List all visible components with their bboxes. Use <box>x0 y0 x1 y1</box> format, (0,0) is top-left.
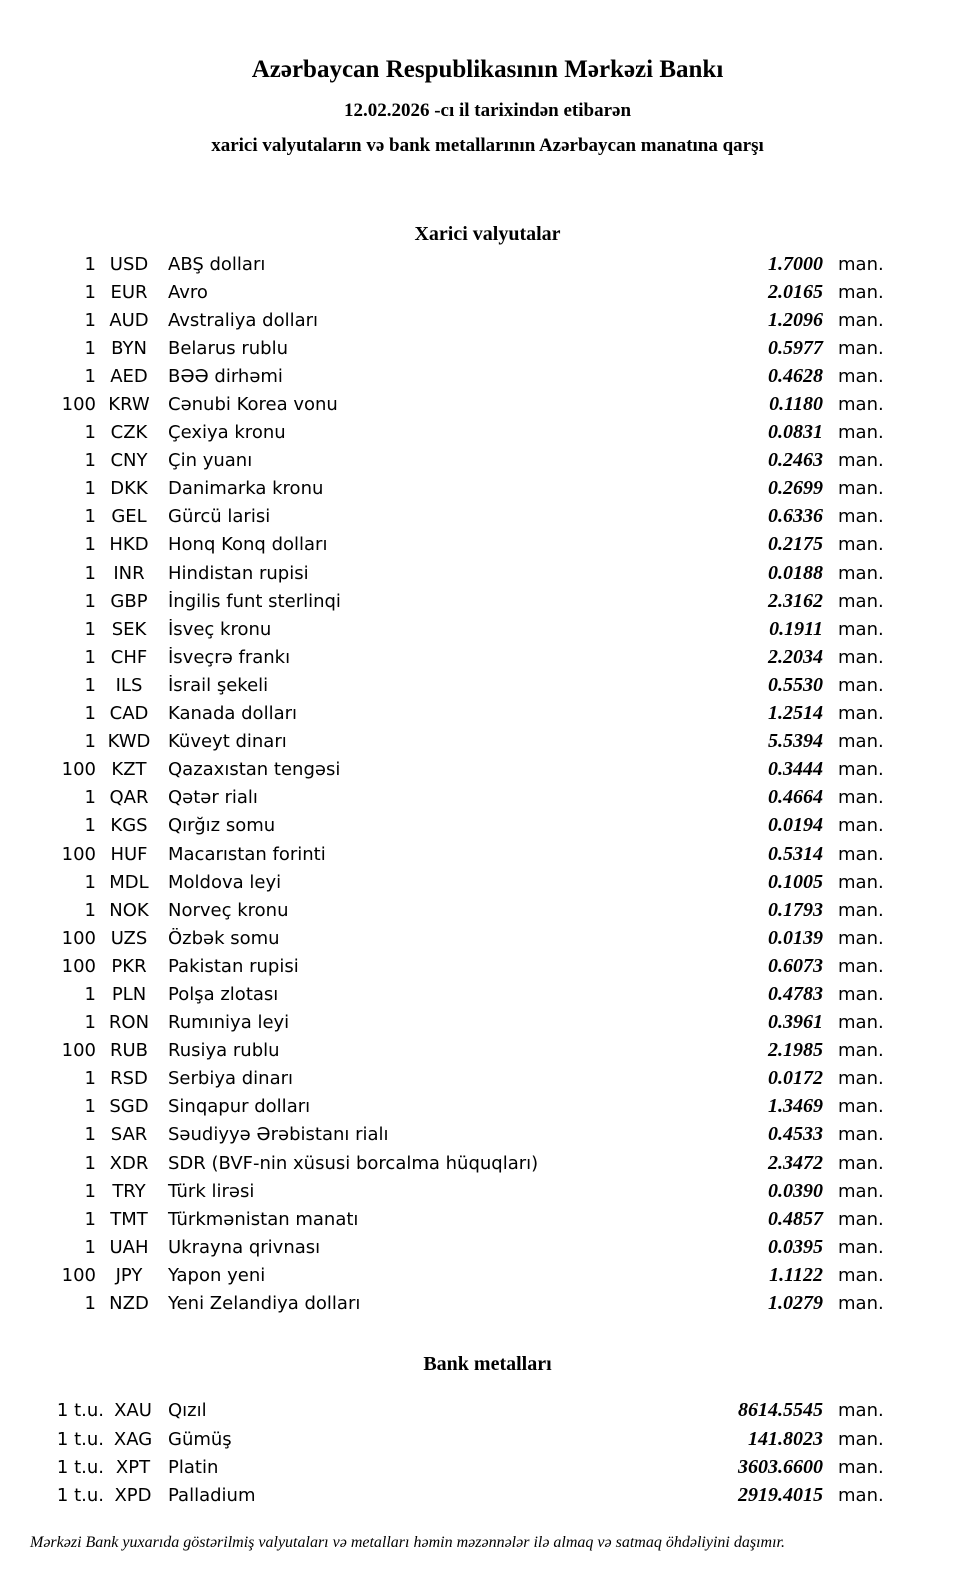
unit-label: man. <box>838 562 884 584</box>
currency-code: JPY <box>115 1264 143 1286</box>
rate-row <box>0 419 975 447</box>
currency-code: PLN <box>111 983 147 1005</box>
exchange-rate: 0.4628 <box>768 364 823 387</box>
exchange-rate: 0.3444 <box>768 758 823 781</box>
currency-name: Türkmənistan manatı <box>168 1208 359 1230</box>
rate-row <box>0 503 975 531</box>
currency-code: GBP <box>110 590 148 612</box>
currency-code: KWD <box>107 731 151 753</box>
rate-row <box>0 868 975 896</box>
currency-name: Cənubi Korea vonu <box>168 394 338 416</box>
currency-code: NZD <box>109 1293 149 1315</box>
unit-label: man. <box>838 450 884 472</box>
rate-row <box>0 980 975 1008</box>
unit-label: man. <box>838 1456 884 1478</box>
rate-row <box>0 587 975 615</box>
exchange-rate: 8614.5545 <box>738 1399 823 1422</box>
exchange-rate: 0.1793 <box>768 898 823 921</box>
exchange-rate: 1.7000 <box>768 252 823 275</box>
unit-label: man. <box>838 787 884 809</box>
unit-label: man. <box>838 281 884 303</box>
unit-label: man. <box>838 590 884 612</box>
rate-row <box>0 250 975 278</box>
quantity: 1 <box>84 478 96 500</box>
currency-name: Gürcü larisi <box>168 506 271 528</box>
currency-name: Kanada dolları <box>168 703 298 725</box>
quantity: 100 <box>61 759 96 781</box>
rate-row <box>0 1233 975 1261</box>
exchange-rate: 2.2034 <box>768 645 823 668</box>
currency-code: XDR <box>109 1152 149 1174</box>
quantity: 1 <box>84 674 96 696</box>
currency-name: Pakistan rupisi <box>168 955 299 977</box>
exchange-rate: 0.0139 <box>768 926 823 949</box>
currency-name: İsveç kronu <box>168 618 272 640</box>
rate-row <box>0 390 975 418</box>
unit-label: man. <box>838 618 884 640</box>
quantity: 1 <box>84 281 96 303</box>
quantity: 1 <box>84 1152 96 1174</box>
unit-label: man. <box>838 1485 884 1507</box>
currency-name: Rusiya rublu <box>168 1040 280 1062</box>
rate-row <box>0 1093 975 1121</box>
rate-row <box>0 952 975 980</box>
metals-section-title: Bank metalları <box>423 1352 552 1375</box>
quantity: 1 <box>84 983 96 1005</box>
rate-row <box>0 1261 975 1289</box>
quantity: 100 <box>61 394 96 416</box>
currency-code: CAD <box>109 703 149 725</box>
currency-name: Rumıniya leyi <box>168 1012 290 1034</box>
exchange-rate: 3603.6600 <box>738 1455 823 1478</box>
quantity: 1 <box>84 871 96 893</box>
quantity: 1 <box>84 646 96 668</box>
quantity: 1 <box>84 450 96 472</box>
exchange-rate: 1.3469 <box>768 1095 823 1118</box>
exchange-rate: 0.0188 <box>768 561 823 584</box>
quantity: 100 <box>61 927 96 949</box>
rate-row <box>0 447 975 475</box>
quantity: 100 <box>61 1040 96 1062</box>
quantity: 1 <box>84 618 96 640</box>
disclaimer-text: Mərkəzi Bank yuxarıda göstərilmiş valyutaları və metalları həmin məzənnələr ilə almaq və satmaq öhdəliyini daşımır. <box>30 1533 785 1551</box>
currency-code: AED <box>110 365 148 387</box>
currency-code: SEK <box>111 618 147 640</box>
unit-label: man. <box>838 983 884 1005</box>
currency-name: Özbək somu <box>168 927 280 949</box>
exchange-rate: 0.6073 <box>768 954 823 977</box>
quantity: 1 <box>84 703 96 725</box>
currency-name: Polşa zlotası <box>168 983 279 1005</box>
currency-name: Danimarka kronu <box>168 478 324 500</box>
rate-row <box>0 1289 975 1317</box>
quantity: 1 <box>84 899 96 921</box>
rate-row <box>0 1121 975 1149</box>
rate-row <box>0 1453 975 1481</box>
currency-name: Belarus rublu <box>168 337 289 359</box>
currency-code: QAR <box>109 787 149 809</box>
rate-row <box>0 1205 975 1233</box>
currency-name: Qazaxıstan tengəsi <box>168 759 341 781</box>
unit-label: man. <box>838 1040 884 1062</box>
currency-code: KGS <box>110 815 148 837</box>
currency-code: CZK <box>110 422 148 444</box>
exchange-rate: 0.0395 <box>768 1235 823 1258</box>
rate-row <box>0 924 975 952</box>
quantity: 100 <box>61 1264 96 1286</box>
unit-label: man. <box>838 759 884 781</box>
rate-row <box>0 1065 975 1093</box>
unit-label: man. <box>838 422 884 444</box>
currency-name: Qızıl <box>168 1400 207 1422</box>
unit-label: man. <box>838 646 884 668</box>
quantity: 1 <box>84 562 96 584</box>
rate-row <box>0 615 975 643</box>
exchange-rate: 0.5314 <box>768 842 823 865</box>
currency-code: INR <box>113 562 145 584</box>
unit-label: man. <box>838 843 884 865</box>
unit-label: man. <box>838 1208 884 1230</box>
rate-row <box>0 362 975 390</box>
quantity: 1 <box>84 253 96 275</box>
rate-row <box>0 559 975 587</box>
currency-code: BYN <box>111 337 147 359</box>
rate-row <box>0 475 975 503</box>
unit-label: man. <box>838 927 884 949</box>
rate-row <box>0 840 975 868</box>
exchange-rate: 0.4857 <box>768 1207 823 1230</box>
rate-row <box>0 1397 975 1425</box>
currency-name: İngilis funt sterlinqi <box>168 590 341 612</box>
quantity: 1 t.u. <box>56 1428 104 1450</box>
currency-name: Norveç kronu <box>168 899 289 921</box>
currency-name: Sinqapur dolları <box>168 1096 311 1118</box>
unit-label: man. <box>838 955 884 977</box>
rate-row <box>0 334 975 362</box>
rate-row <box>0 1149 975 1177</box>
unit-label: man. <box>838 1428 884 1450</box>
currency-code: XPD <box>114 1485 152 1507</box>
exchange-rate: 0.2463 <box>768 449 823 472</box>
currency-name: Yeni Zelandiya dolları <box>168 1293 361 1315</box>
exchange-rate: 0.1005 <box>768 870 823 893</box>
exchange-rate: 0.3961 <box>768 1011 823 1034</box>
exchange-rate: 0.0172 <box>768 1067 823 1090</box>
exchange-rate: 5.5394 <box>768 730 823 753</box>
unit-label: man. <box>838 703 884 725</box>
quantity: 1 <box>84 309 96 331</box>
unit-label: man. <box>838 1400 884 1422</box>
metals-table <box>0 1397 975 1510</box>
rate-row <box>0 531 975 559</box>
currency-name: Çexiya kronu <box>168 422 286 444</box>
exchange-rate: 0.0831 <box>768 421 823 444</box>
rate-row <box>0 671 975 699</box>
rate-row <box>0 1425 975 1453</box>
currencies-section-title: Xarici valyutalar <box>414 223 561 245</box>
quantity: 100 <box>61 843 96 865</box>
currency-code: XAG <box>113 1428 153 1450</box>
rate-row <box>0 700 975 728</box>
exchange-rate: 141.8023 <box>748 1427 823 1450</box>
currency-code: HKD <box>109 534 149 556</box>
quantity: 1 <box>84 787 96 809</box>
currency-name: Çin yuanı <box>168 450 253 472</box>
exchange-rate: 2.0165 <box>768 280 823 303</box>
currency-code: UAH <box>109 1236 149 1258</box>
rate-row <box>0 784 975 812</box>
rate-row <box>0 812 975 840</box>
currency-code: RSD <box>110 1068 148 1090</box>
currency-name: SDR (BVF-nin xüsusi borcalma hüquqları) <box>168 1152 539 1174</box>
quantity: 1 <box>84 337 96 359</box>
unit-label: man. <box>838 1293 884 1315</box>
currency-name: Hindistan rupisi <box>168 562 309 584</box>
quantity: 1 <box>84 731 96 753</box>
currency-code: CNY <box>110 450 148 472</box>
quantity: 1 <box>84 1096 96 1118</box>
exchange-rate: 1.1122 <box>769 1263 823 1286</box>
exchange-rate: 2.1985 <box>768 1039 823 1062</box>
currency-name: ABŞ dolları <box>168 253 266 275</box>
unit-label: man. <box>838 253 884 275</box>
unit-label: man. <box>838 1180 884 1202</box>
effective-date: 12.02.2026 -cı il tarixindən etibarən <box>343 100 632 121</box>
exchange-rate: 0.0194 <box>768 814 823 837</box>
quantity: 1 <box>84 1068 96 1090</box>
exchange-rate: 0.4533 <box>768 1123 823 1146</box>
currency-code: NOK <box>109 899 149 921</box>
rate-row <box>0 278 975 306</box>
currency-code: UZS <box>110 927 148 949</box>
rate-row <box>0 1009 975 1037</box>
exchange-rate: 0.4783 <box>768 982 823 1005</box>
quantity: 1 <box>84 1236 96 1258</box>
currency-name: Palladium <box>168 1485 256 1507</box>
exchange-rate: 0.2175 <box>768 533 823 556</box>
currency-name: Avstraliya dolları <box>168 309 319 331</box>
exchange-rate: 0.0390 <box>768 1179 823 1202</box>
currency-name: Küveyt dinarı <box>168 731 287 753</box>
unit-label: man. <box>838 674 884 696</box>
currency-code: XPT <box>115 1456 151 1478</box>
currency-code: SGD <box>109 1096 149 1118</box>
unit-label: man. <box>838 899 884 921</box>
quantity: 1 <box>84 1293 96 1315</box>
unit-label: man. <box>838 1124 884 1146</box>
currency-code: KRW <box>108 394 150 416</box>
currency-code: EUR <box>110 281 148 303</box>
exchange-rate: 0.6336 <box>768 505 823 528</box>
currency-code: RON <box>108 1012 150 1034</box>
quantity: 1 <box>84 590 96 612</box>
unit-label: man. <box>838 478 884 500</box>
currency-code: SAR <box>110 1124 148 1146</box>
quantity: 100 <box>61 955 96 977</box>
rate-row <box>0 1037 975 1065</box>
unit-label: man. <box>838 1096 884 1118</box>
currency-name: Ukrayna qrivnası <box>168 1236 321 1258</box>
rate-row <box>0 756 975 784</box>
currency-code: USD <box>109 253 149 275</box>
unit-label: man. <box>838 506 884 528</box>
rate-row <box>0 306 975 334</box>
exchange-rate: 1.2096 <box>768 308 823 331</box>
unit-label: man. <box>838 871 884 893</box>
exchange-rate: 0.4664 <box>768 786 823 809</box>
quantity: 1 <box>84 365 96 387</box>
exchange-rate: 2.3472 <box>768 1151 823 1174</box>
exchange-rate: 0.5977 <box>768 336 823 359</box>
currency-name: Türk lirəsi <box>168 1180 255 1202</box>
currency-name: Səudiyyə Ərəbistanı rialı <box>168 1124 389 1146</box>
unit-label: man. <box>838 1068 884 1090</box>
quantity: 1 t.u. <box>56 1400 104 1422</box>
currency-name: BƏƏ dirhəmi <box>168 365 283 387</box>
currency-code: DKK <box>110 478 148 500</box>
exchange-rate: 0.2699 <box>768 477 823 500</box>
rate-row <box>0 728 975 756</box>
page-title: Azərbaycan Respublikasının Mərkəzi Bankı <box>251 56 724 83</box>
currency-table <box>0 250 975 1318</box>
currency-name: Qətər rialı <box>168 787 258 809</box>
unit-label: man. <box>838 337 884 359</box>
unit-label: man. <box>838 309 884 331</box>
currency-name: Platin <box>168 1456 219 1478</box>
exchange-rate: 2919.4015 <box>738 1484 823 1507</box>
currency-name: Macarıstan forinti <box>168 843 326 865</box>
currency-name: Yapon yeni <box>168 1264 266 1286</box>
currency-name: Qırğız somu <box>168 815 276 837</box>
currency-code: TMT <box>110 1208 148 1230</box>
unit-label: man. <box>838 365 884 387</box>
exchange-rate: 1.2514 <box>768 702 823 725</box>
rate-row <box>0 643 975 671</box>
quantity: 1 <box>84 1012 96 1034</box>
unit-label: man. <box>838 534 884 556</box>
currency-code: GEL <box>111 506 147 528</box>
rate-row <box>0 1481 975 1509</box>
currency-code: XAU <box>114 1400 152 1422</box>
exchange-rate: 0.1911 <box>769 617 823 640</box>
unit-label: man. <box>838 815 884 837</box>
unit-label: man. <box>838 1152 884 1174</box>
unit-label: man. <box>838 1236 884 1258</box>
currency-code: AUD <box>109 309 149 331</box>
currency-code: RUB <box>109 1040 149 1062</box>
currency-code: ILS <box>115 674 143 696</box>
currency-name: Avro <box>168 281 208 303</box>
unit-label: man. <box>838 731 884 753</box>
rate-row <box>0 896 975 924</box>
currency-name: İsveçrə frankı <box>168 646 291 668</box>
exchange-rate: 0.1180 <box>769 393 823 416</box>
currency-name: İsrail şekeli <box>168 674 269 696</box>
currency-code: HUF <box>110 843 148 865</box>
quantity: 1 <box>84 422 96 444</box>
unit-label: man. <box>838 394 884 416</box>
quantity: 1 <box>84 815 96 837</box>
exchange-rate: 2.3162 <box>768 589 823 612</box>
page-subtitle: xarici valyutaların və bank metallarının Azərbaycan manatına qarşı <box>211 135 764 156</box>
currency-code: KZT <box>111 759 147 781</box>
quantity: 1 <box>84 1124 96 1146</box>
currency-code: MDL <box>109 871 149 893</box>
currency-name: Moldova leyi <box>168 871 282 893</box>
rate-row <box>0 1177 975 1205</box>
unit-label: man. <box>838 1264 884 1286</box>
quantity: 1 <box>84 506 96 528</box>
quantity: 1 <box>84 1208 96 1230</box>
currency-name: Honq Konq dolları <box>168 534 328 556</box>
quantity: 1 t.u. <box>56 1485 104 1507</box>
unit-label: man. <box>838 1012 884 1034</box>
quantity: 1 t.u. <box>56 1456 104 1478</box>
currency-code: TRY <box>112 1180 146 1202</box>
currency-name: Gümüş <box>168 1428 232 1450</box>
exchange-rate: 1.0279 <box>768 1292 823 1315</box>
exchange-rate: 0.5530 <box>768 673 823 696</box>
currency-code: CHF <box>110 646 148 668</box>
quantity: 1 <box>84 534 96 556</box>
currency-code: PKR <box>111 955 147 977</box>
currency-name: Serbiya dinarı <box>168 1068 293 1090</box>
quantity: 1 <box>84 1180 96 1202</box>
